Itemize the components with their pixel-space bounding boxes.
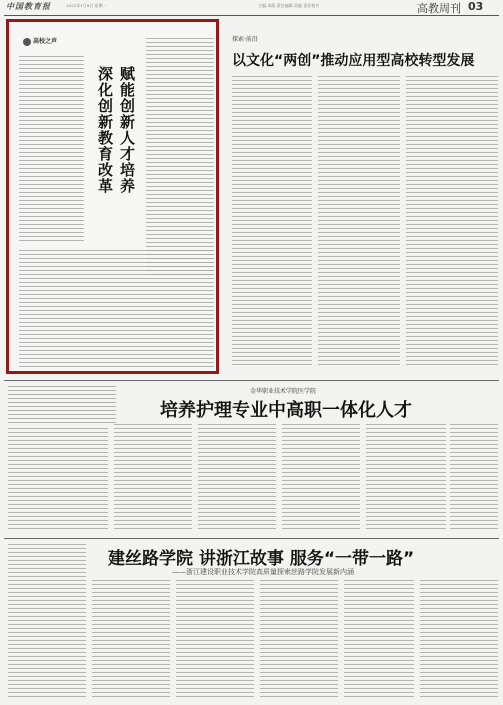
article-title-line-1: 赋能创新人才培养 (118, 66, 136, 194)
article-text-block (260, 580, 338, 698)
article-title: 培养护理专业中高职一体化人才 (160, 400, 412, 421)
article-title-line-2: 深化创新教育改革 (96, 66, 114, 194)
newspaper-logo: 中国教育报 (6, 1, 51, 11)
masthead (0, 0, 503, 14)
article-title: 建丝路学院 讲浙江故事 服务“一带一路” (108, 549, 415, 569)
article-text-block (232, 76, 312, 368)
article-text-block (420, 580, 498, 698)
section-divider (4, 538, 499, 539)
article-text-block (19, 56, 84, 242)
article-text-block (176, 580, 254, 698)
column-tag: 高校之声 (23, 36, 57, 46)
article-text-block (114, 424, 192, 532)
article-text-block (450, 424, 498, 532)
masthead-rule (4, 15, 499, 16)
article-text-block (344, 580, 414, 698)
article-text-block (366, 424, 446, 532)
article-text-block (318, 76, 400, 368)
article-text-block (8, 428, 108, 532)
section-divider (4, 380, 499, 381)
article-text-block (19, 250, 214, 370)
issue-date: 2021年1月8日 星期一 (66, 3, 107, 8)
highlighted-article[interactable] (6, 19, 219, 374)
article-text-block (92, 580, 170, 698)
article-text-block (198, 424, 276, 532)
article-text-block (282, 424, 360, 532)
side-text-block (8, 386, 116, 424)
section-name: 高教周刊 (417, 2, 461, 15)
column-icon (23, 38, 31, 46)
article-text-block (406, 76, 498, 368)
article-subtitle: ——浙江建设职业技术学院高质量探索丝路学院发展新内涵 (172, 568, 354, 576)
article-title: 以文化“两创”推动应用型高校转型发展 (232, 53, 475, 69)
article-text-block (146, 38, 214, 276)
page-number: 03 (468, 0, 484, 13)
article-text-block (8, 544, 86, 698)
article-tag: 探索·前沿 (232, 36, 258, 43)
school-name: 金华职业技术学院医学院 (250, 388, 317, 395)
editor-meta: 主编:本版 责任编辑:美编 责任校对 (258, 3, 320, 8)
